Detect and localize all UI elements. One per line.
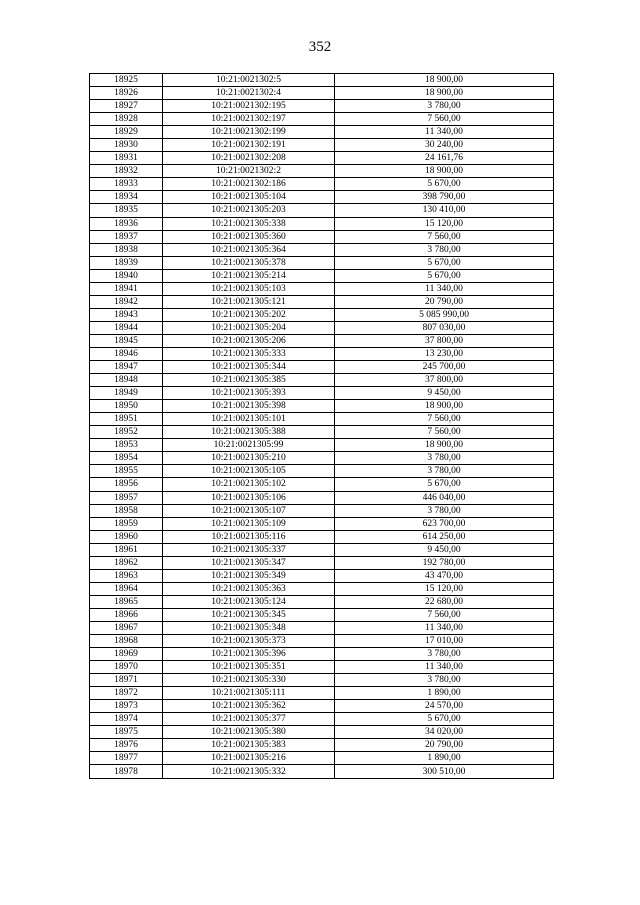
row-number-cell: 18954 bbox=[90, 452, 163, 465]
table-row bbox=[90, 765, 554, 778]
row-number-cell: 18951 bbox=[90, 413, 163, 426]
table-row bbox=[90, 426, 554, 439]
value-cell: 11 340,00 bbox=[335, 282, 554, 295]
table-row bbox=[90, 321, 554, 334]
table-body bbox=[90, 74, 554, 779]
value-cell: 5 670,00 bbox=[335, 269, 554, 282]
row-number-cell: 18935 bbox=[90, 204, 163, 217]
row-number-cell: 18936 bbox=[90, 217, 163, 230]
row-number-cell: 18940 bbox=[90, 269, 163, 282]
table-row bbox=[90, 595, 554, 608]
row-number-cell: 18947 bbox=[90, 361, 163, 374]
table-row bbox=[90, 361, 554, 374]
value-cell: 1 890,00 bbox=[335, 752, 554, 765]
cadastral-number-cell: 10:21:0021305:111 bbox=[163, 687, 335, 700]
table-row bbox=[90, 282, 554, 295]
table-row bbox=[90, 100, 554, 113]
table-row bbox=[90, 113, 554, 126]
value-cell: 20 790,00 bbox=[335, 739, 554, 752]
row-number-cell: 18976 bbox=[90, 739, 163, 752]
cadastral-number-cell: 10:21:0021305:364 bbox=[163, 243, 335, 256]
cadastral-number-cell: 10:21:0021305:360 bbox=[163, 230, 335, 243]
cadastral-number-cell: 10:21:0021305:206 bbox=[163, 334, 335, 347]
value-cell: 18 900,00 bbox=[335, 439, 554, 452]
table-row bbox=[90, 204, 554, 217]
table-row bbox=[90, 243, 554, 256]
value-cell: 623 700,00 bbox=[335, 517, 554, 530]
row-number-cell: 18926 bbox=[90, 87, 163, 100]
table-row bbox=[90, 687, 554, 700]
row-number-cell: 18925 bbox=[90, 74, 163, 87]
value-cell: 245 700,00 bbox=[335, 361, 554, 374]
row-number-cell: 18948 bbox=[90, 374, 163, 387]
row-number-cell: 18953 bbox=[90, 439, 163, 452]
table-row bbox=[90, 256, 554, 269]
row-number-cell: 18964 bbox=[90, 582, 163, 595]
cadastral-number-cell: 10:21:0021305:362 bbox=[163, 700, 335, 713]
cadastral-number-cell: 10:21:0021305:105 bbox=[163, 465, 335, 478]
cadastral-number-cell: 10:21:0021302:4 bbox=[163, 87, 335, 100]
cadastral-number-cell: 10:21:0021305:99 bbox=[163, 439, 335, 452]
row-number-cell: 18934 bbox=[90, 191, 163, 204]
cadastral-number-cell: 10:21:0021305:332 bbox=[163, 765, 335, 778]
value-cell: 11 340,00 bbox=[335, 621, 554, 634]
cadastral-number-cell: 10:21:0021305:106 bbox=[163, 491, 335, 504]
value-cell: 11 340,00 bbox=[335, 661, 554, 674]
table-row bbox=[90, 674, 554, 687]
table-row bbox=[90, 269, 554, 282]
value-cell: 43 470,00 bbox=[335, 569, 554, 582]
cadastral-number-cell: 10:21:0021305:203 bbox=[163, 204, 335, 217]
table-row bbox=[90, 178, 554, 191]
table-row bbox=[90, 530, 554, 543]
table-row bbox=[90, 452, 554, 465]
row-number-cell: 18932 bbox=[90, 165, 163, 178]
row-number-cell: 18966 bbox=[90, 608, 163, 621]
table-row bbox=[90, 217, 554, 230]
value-cell: 3 780,00 bbox=[335, 465, 554, 478]
table-row bbox=[90, 582, 554, 595]
cadastral-number-cell: 10:21:0021305:383 bbox=[163, 739, 335, 752]
cadastral-number-cell: 10:21:0021302:197 bbox=[163, 113, 335, 126]
row-number-cell: 18970 bbox=[90, 661, 163, 674]
value-cell: 20 790,00 bbox=[335, 295, 554, 308]
cadastral-number-cell: 10:21:0021305:104 bbox=[163, 191, 335, 204]
row-number-cell: 18939 bbox=[90, 256, 163, 269]
cadastral-value-table bbox=[89, 73, 554, 779]
table-row bbox=[90, 400, 554, 413]
table-row bbox=[90, 230, 554, 243]
table-row bbox=[90, 726, 554, 739]
value-cell: 3 780,00 bbox=[335, 504, 554, 517]
table-row bbox=[90, 439, 554, 452]
row-number-cell: 18928 bbox=[90, 113, 163, 126]
row-number-cell: 18974 bbox=[90, 713, 163, 726]
row-number-cell: 18978 bbox=[90, 765, 163, 778]
cadastral-number-cell: 10:21:0021305:373 bbox=[163, 635, 335, 648]
cadastral-number-cell: 10:21:0021305:107 bbox=[163, 504, 335, 517]
table-row bbox=[90, 374, 554, 387]
row-number-cell: 18961 bbox=[90, 543, 163, 556]
table-row bbox=[90, 413, 554, 426]
value-cell: 15 120,00 bbox=[335, 217, 554, 230]
cadastral-number-cell: 10:21:0021305:363 bbox=[163, 582, 335, 595]
value-cell: 11 340,00 bbox=[335, 126, 554, 139]
row-number-cell: 18955 bbox=[90, 465, 163, 478]
cadastral-number-cell: 10:21:0021305:349 bbox=[163, 569, 335, 582]
row-number-cell: 18949 bbox=[90, 387, 163, 400]
row-number-cell: 18944 bbox=[90, 321, 163, 334]
value-cell: 18 900,00 bbox=[335, 87, 554, 100]
row-number-cell: 18957 bbox=[90, 491, 163, 504]
row-number-cell: 18945 bbox=[90, 334, 163, 347]
value-cell: 5 670,00 bbox=[335, 713, 554, 726]
value-cell: 5 085 990,00 bbox=[335, 308, 554, 321]
value-cell: 15 120,00 bbox=[335, 582, 554, 595]
row-number-cell: 18938 bbox=[90, 243, 163, 256]
table-row bbox=[90, 635, 554, 648]
row-number-cell: 18971 bbox=[90, 674, 163, 687]
table-row bbox=[90, 569, 554, 582]
table-row bbox=[90, 621, 554, 634]
row-number-cell: 18963 bbox=[90, 569, 163, 582]
row-number-cell: 18965 bbox=[90, 595, 163, 608]
row-number-cell: 18972 bbox=[90, 687, 163, 700]
table-row bbox=[90, 739, 554, 752]
value-cell: 37 800,00 bbox=[335, 334, 554, 347]
value-cell: 3 780,00 bbox=[335, 648, 554, 661]
value-cell: 446 040,00 bbox=[335, 491, 554, 504]
row-number-cell: 18942 bbox=[90, 295, 163, 308]
table-row bbox=[90, 87, 554, 100]
value-cell: 9 450,00 bbox=[335, 387, 554, 400]
table-row bbox=[90, 700, 554, 713]
value-cell: 13 230,00 bbox=[335, 347, 554, 360]
table-row bbox=[90, 648, 554, 661]
row-number-cell: 18962 bbox=[90, 556, 163, 569]
cadastral-number-cell: 10:21:0021302:2 bbox=[163, 165, 335, 178]
cadastral-number-cell: 10:21:0021305:351 bbox=[163, 661, 335, 674]
cadastral-number-cell: 10:21:0021305:398 bbox=[163, 400, 335, 413]
cadastral-number-cell: 10:21:0021305:116 bbox=[163, 530, 335, 543]
cadastral-number-cell: 10:21:0021305:204 bbox=[163, 321, 335, 334]
row-number-cell: 18937 bbox=[90, 230, 163, 243]
table-row bbox=[90, 517, 554, 530]
value-cell: 130 410,00 bbox=[335, 204, 554, 217]
value-cell: 7 560,00 bbox=[335, 426, 554, 439]
value-cell: 7 560,00 bbox=[335, 113, 554, 126]
value-cell: 17 010,00 bbox=[335, 635, 554, 648]
value-cell: 24 570,00 bbox=[335, 700, 554, 713]
row-number-cell: 18950 bbox=[90, 400, 163, 413]
cadastral-number-cell: 10:21:0021305:396 bbox=[163, 648, 335, 661]
cadastral-number-cell: 10:21:0021305:101 bbox=[163, 413, 335, 426]
table-row bbox=[90, 74, 554, 87]
cadastral-number-cell: 10:21:0021305:109 bbox=[163, 517, 335, 530]
row-number-cell: 18956 bbox=[90, 478, 163, 491]
row-number-cell: 18969 bbox=[90, 648, 163, 661]
cadastral-number-cell: 10:21:0021305:377 bbox=[163, 713, 335, 726]
table-row bbox=[90, 713, 554, 726]
value-cell: 34 020,00 bbox=[335, 726, 554, 739]
table-row bbox=[90, 491, 554, 504]
row-number-cell: 18977 bbox=[90, 752, 163, 765]
cadastral-number-cell: 10:21:0021302:199 bbox=[163, 126, 335, 139]
cadastral-number-cell: 10:21:0021305:202 bbox=[163, 308, 335, 321]
value-cell: 24 161,76 bbox=[335, 152, 554, 165]
table-row bbox=[90, 295, 554, 308]
value-cell: 192 780,00 bbox=[335, 556, 554, 569]
table-row bbox=[90, 465, 554, 478]
row-number-cell: 18973 bbox=[90, 700, 163, 713]
table-row bbox=[90, 556, 554, 569]
row-number-cell: 18943 bbox=[90, 308, 163, 321]
cadastral-number-cell: 10:21:0021305:210 bbox=[163, 452, 335, 465]
row-number-cell: 18958 bbox=[90, 504, 163, 517]
row-number-cell: 18975 bbox=[90, 726, 163, 739]
value-cell: 18 900,00 bbox=[335, 400, 554, 413]
value-cell: 18 900,00 bbox=[335, 74, 554, 87]
cadastral-number-cell: 10:21:0021305:214 bbox=[163, 269, 335, 282]
cadastral-number-cell: 10:21:0021305:385 bbox=[163, 374, 335, 387]
row-number-cell: 18930 bbox=[90, 139, 163, 152]
row-number-cell: 18952 bbox=[90, 426, 163, 439]
table-row bbox=[90, 308, 554, 321]
cadastral-number-cell: 10:21:0021305:333 bbox=[163, 347, 335, 360]
value-cell: 7 560,00 bbox=[335, 608, 554, 621]
cadastral-number-cell: 10:21:0021302:5 bbox=[163, 74, 335, 87]
value-cell: 3 780,00 bbox=[335, 243, 554, 256]
value-cell: 7 560,00 bbox=[335, 413, 554, 426]
value-cell: 300 510,00 bbox=[335, 765, 554, 778]
row-number-cell: 18941 bbox=[90, 282, 163, 295]
row-number-cell: 18968 bbox=[90, 635, 163, 648]
cadastral-number-cell: 10:21:0021305:124 bbox=[163, 595, 335, 608]
row-number-cell: 18929 bbox=[90, 126, 163, 139]
value-cell: 5 670,00 bbox=[335, 256, 554, 269]
value-cell: 807 030,00 bbox=[335, 321, 554, 334]
value-cell: 614 250,00 bbox=[335, 530, 554, 543]
cadastral-number-cell: 10:21:0021305:102 bbox=[163, 478, 335, 491]
value-cell: 37 800,00 bbox=[335, 374, 554, 387]
row-number-cell: 18959 bbox=[90, 517, 163, 530]
table-row bbox=[90, 387, 554, 400]
cadastral-number-cell: 10:21:0021305:337 bbox=[163, 543, 335, 556]
value-cell: 5 670,00 bbox=[335, 178, 554, 191]
cadastral-number-cell: 10:21:0021302:195 bbox=[163, 100, 335, 113]
table-row bbox=[90, 543, 554, 556]
row-number-cell: 18931 bbox=[90, 152, 163, 165]
table-row bbox=[90, 478, 554, 491]
cadastral-number-cell: 10:21:0021302:191 bbox=[163, 139, 335, 152]
table-row bbox=[90, 334, 554, 347]
table-row bbox=[90, 504, 554, 517]
page-number: 352 bbox=[308, 39, 332, 55]
table-row bbox=[90, 752, 554, 765]
cadastral-number-cell: 10:21:0021305:345 bbox=[163, 608, 335, 621]
cadastral-number-cell: 10:21:0021305:338 bbox=[163, 217, 335, 230]
value-cell: 5 670,00 bbox=[335, 478, 554, 491]
value-cell: 18 900,00 bbox=[335, 165, 554, 178]
cadastral-number-cell: 10:21:0021305:216 bbox=[163, 752, 335, 765]
cadastral-number-cell: 10:21:0021305:121 bbox=[163, 295, 335, 308]
cadastral-number-cell: 10:21:0021305:378 bbox=[163, 256, 335, 269]
cadastral-number-cell: 10:21:0021302:186 bbox=[163, 178, 335, 191]
table-row bbox=[90, 608, 554, 621]
cadastral-number-cell: 10:21:0021305:348 bbox=[163, 621, 335, 634]
cadastral-number-cell: 10:21:0021305:344 bbox=[163, 361, 335, 374]
value-cell: 22 680,00 bbox=[335, 595, 554, 608]
cadastral-number-cell: 10:21:0021305:103 bbox=[163, 282, 335, 295]
row-number-cell: 18946 bbox=[90, 347, 163, 360]
value-cell: 3 780,00 bbox=[335, 674, 554, 687]
cadastral-number-cell: 10:21:0021305:330 bbox=[163, 674, 335, 687]
row-number-cell: 18967 bbox=[90, 621, 163, 634]
cadastral-number-cell: 10:21:0021305:393 bbox=[163, 387, 335, 400]
table-row bbox=[90, 126, 554, 139]
value-cell: 30 240,00 bbox=[335, 139, 554, 152]
cadastral-number-cell: 10:21:0021305:347 bbox=[163, 556, 335, 569]
value-cell: 9 450,00 bbox=[335, 543, 554, 556]
cadastral-number-cell: 10:21:0021305:380 bbox=[163, 726, 335, 739]
row-number-cell: 18933 bbox=[90, 178, 163, 191]
value-cell: 7 560,00 bbox=[335, 230, 554, 243]
cadastral-number-cell: 10:21:0021305:388 bbox=[163, 426, 335, 439]
table-row bbox=[90, 661, 554, 674]
table-row bbox=[90, 165, 554, 178]
table-row bbox=[90, 152, 554, 165]
value-cell: 3 780,00 bbox=[335, 452, 554, 465]
table-row bbox=[90, 139, 554, 152]
cadastral-number-cell: 10:21:0021302:208 bbox=[163, 152, 335, 165]
table-row bbox=[90, 347, 554, 360]
value-cell: 1 890,00 bbox=[335, 687, 554, 700]
value-cell: 3 780,00 bbox=[335, 100, 554, 113]
table-row bbox=[90, 191, 554, 204]
row-number-cell: 18960 bbox=[90, 530, 163, 543]
value-cell: 398 790,00 bbox=[335, 191, 554, 204]
row-number-cell: 18927 bbox=[90, 100, 163, 113]
